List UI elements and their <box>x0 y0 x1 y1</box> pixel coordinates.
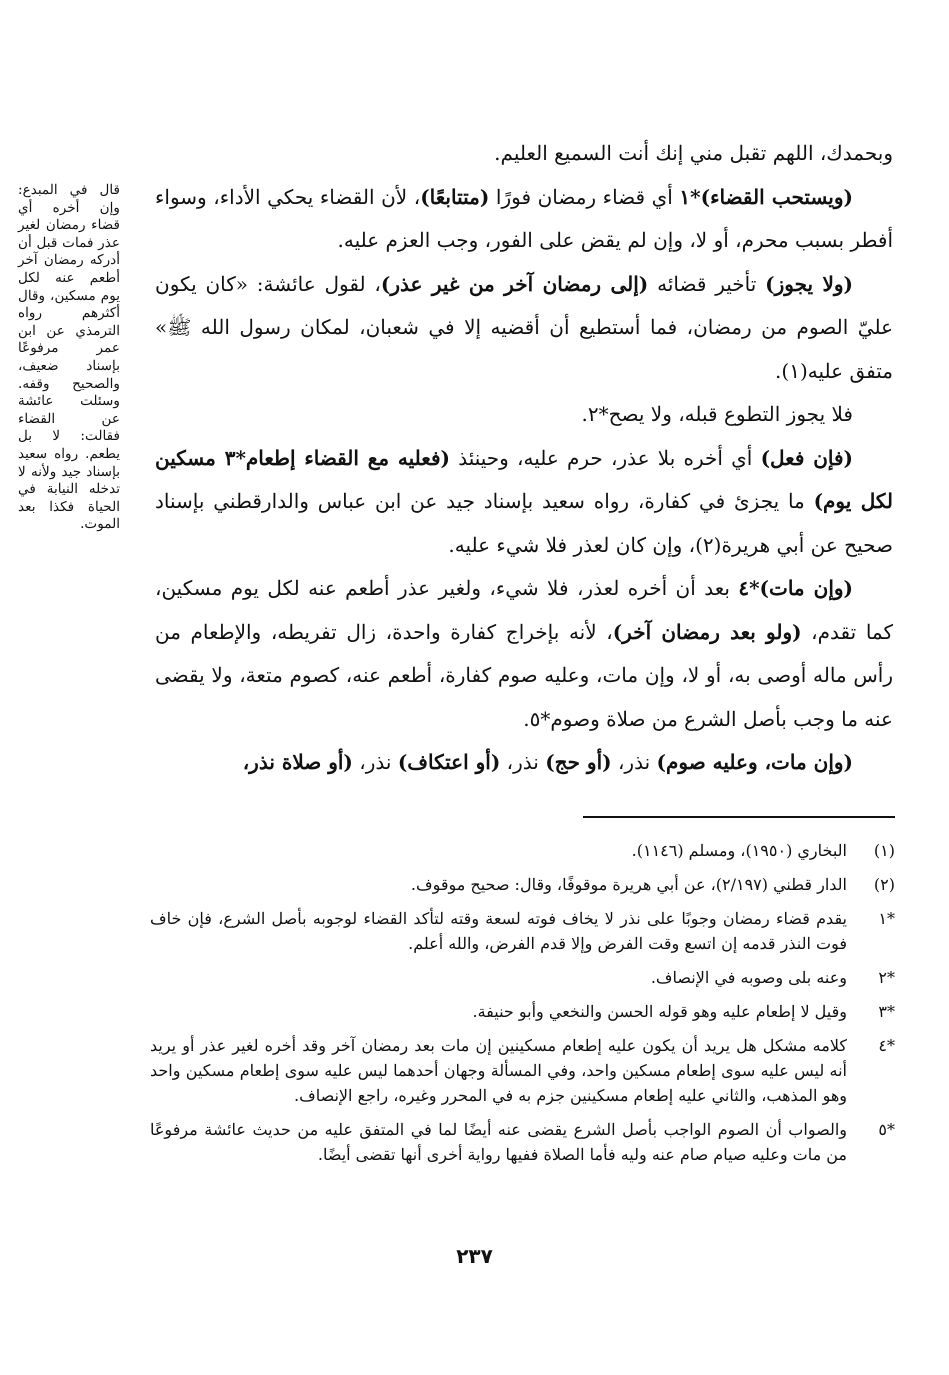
p2-term-2: (متتابعًا) <box>420 184 490 209</box>
footnote-mark: *١ <box>878 909 895 928</box>
p1-text: وبحمدك، اللهم تقبل مني إنك أنت السميع العليم. <box>494 141 893 165</box>
p2-text-2: ، لأن القضاء يحكي الأداء، وسواء أفطر بسبب محرم، أو لا، وإن لم يقض على الفور، وجب العزم عليه. <box>155 184 893 252</box>
footnote-mark: (٢) <box>873 875 895 894</box>
footnote-text: يقدم قضاء رمضان وجوبًا على نذر لا يخاف فوته لسعة وقته لتأكد القضاء لوجوبه بأصل الشرع، فإن خاف فوت النذر قدمه إن اتسع وقت الفرض وإلا قدم الفرض، والله أعلم. <box>150 909 848 953</box>
footnote-text: وقيل لا إطعام عليه وهو قوله الحسن والنخعي وأبو حنيفة. <box>472 1002 847 1021</box>
p3-text-2: ، لقول عائشة: «كان يكون عليّ الصوم من رمضان، فما أستطيع أن أقضيه إلا في شعبان، لمكان رسول الله ﷺ» متفق عليه(١). <box>155 271 893 383</box>
p3-term-1: (ولا يجوز) <box>765 271 854 296</box>
footnote-mark: *٤ <box>878 1036 895 1055</box>
paragraph-6 <box>155 567 893 741</box>
editor-note-1 <box>150 906 895 956</box>
footnotes <box>150 838 895 1176</box>
p5-text-1: أي أخره بلا عذر، حرم عليه، وحينئذ <box>449 445 761 470</box>
footnote-text: وعنه بلى وصوبه في الإنصاف. <box>650 968 847 987</box>
paragraph-3 <box>155 263 893 394</box>
footnote-2 <box>150 872 895 897</box>
p7-term-2: (أو حج) <box>545 750 612 774</box>
p7-term-3: (أو اعتكاف) <box>397 750 501 774</box>
footnote-mark: *٥ <box>878 1120 895 1139</box>
p5-text-2: ما يجزئ في كفارة، رواه سعيد بإسناد جيد عن ابن عباس والدارقطني بإسناد صحيح عن أبي هريرة(٢)، وإن كان لعذر فلا شيء عليه. <box>155 489 893 557</box>
page-number: ٢٣٧ <box>456 1244 493 1268</box>
p7-term-4: (أو صلاة نذر، <box>242 750 353 774</box>
p6-text-2: ، لأنه بإخراج كفارة واحدة، زال تفريطه، والإطعام من رأس ماله أوصى به، أو لا، وإن مات، وعليه صوم كفارة، أطعم عنه، كصوم متعة، ولا يقضى عنه ما وجب بأصل الشرع من صلاة وصوم*٥. <box>155 619 893 731</box>
paragraph-4 <box>155 393 893 437</box>
p6-term-2: (ولو بعد رمضان آخر) <box>612 619 802 644</box>
paragraph-5 <box>155 437 893 568</box>
footnote-mark: *٢ <box>878 968 895 987</box>
p7-text-2: نذر، <box>500 750 546 774</box>
footnote-text: كلامه مشكل هل يريد أن يكون عليه إطعام مسكينين إن مات بعد رمضان آخر وقد أخره لغير عذر أو يريد أنه ليس عليه سوى إطعام مسكين واحد، وفي المسألة وجهان أحدهما ليس عليه سوى إطعام مسكين واحد وهو المذهب، والثاني عليه إطعام مسكينين جزم به في المحرر وغيره، راجع الإنصاف. <box>150 1036 847 1105</box>
p7-text-1: نذر، <box>611 750 657 774</box>
paragraph-1 <box>155 132 893 176</box>
p6-text-1: بعد أن أخره لعذر، فلا شيء، ولغير عذر أطعم عنه لكل يوم مسكين، كما تقدم، <box>155 576 893 644</box>
margin-note: قال في المبدع: وإن أخره أي قضاء رمضان لغير عذر فمات قبل أن أدركه رمضان آخر أطعم عنه لكل يوم مسكين، وقال أكثرهم رواه الترمذي عن ابن عمر مرفوعًا بإسناد ضعيف، والصحيح وقفه. وسئلت عائشة عن القضاء فقالت: لا بل يطعم. رواه سعيد بإسناد جيد ولأنه لا تدخله النيابة في الحياة فكذا بعد الموت. <box>18 182 120 533</box>
p5-term-1: (فإن فعل) <box>760 445 854 470</box>
editor-note-3 <box>150 999 895 1024</box>
p2-term-1: (ويستحب القضاء)*١ <box>679 184 853 209</box>
p3-term-2: (إلى رمضان آخر من غير عذر) <box>380 271 649 296</box>
footnote-text: البخاري (١٩٥٠)، ومسلم (١١٤٦). <box>631 841 847 860</box>
editor-note-2 <box>150 965 895 990</box>
editor-note-5 <box>150 1117 895 1167</box>
footnote-text: والصواب أن الصوم الواجب بأصل الشرع يقضى عنه أيضًا لما في المتفق عليه من حديث عائشة مرفوعًا من مات وعليه صيام صام عنه وليه فأما الصلاة ففيها رواية أخرى أنها تقضى أيضًا. <box>150 1120 847 1164</box>
p3-text-1: تأخير قضائه <box>648 271 766 296</box>
p2-text-1: أي قضاء رمضان فورًا <box>489 184 680 209</box>
p6-term-1: (وإن مات)*٤ <box>738 576 853 600</box>
footnote-1 <box>150 838 895 863</box>
p7-term-1: (وإن مات، وعليه صوم) <box>656 750 853 774</box>
p7-text-3: نذر، <box>352 750 398 774</box>
p5-term-2: (فعليه مع القضاء إطعام*٣ مسكين لكل يوم) <box>155 445 893 513</box>
p4-text: فلا يجوز التطوع قبله، ولا يصح*٢. <box>581 402 853 426</box>
paragraph-7 <box>155 741 893 785</box>
footnote-mark: (١) <box>873 841 895 860</box>
paragraph-2 <box>155 176 893 263</box>
footnote-separator <box>583 816 895 818</box>
editor-note-4 <box>150 1033 895 1108</box>
footnote-mark: *٣ <box>878 1002 895 1021</box>
footnote-text: الدار قطني (٢/١٩٧)، عن أبي هريرة موقوفًا، وقال: صحيح موقوف. <box>410 875 847 894</box>
main-text <box>155 132 893 785</box>
